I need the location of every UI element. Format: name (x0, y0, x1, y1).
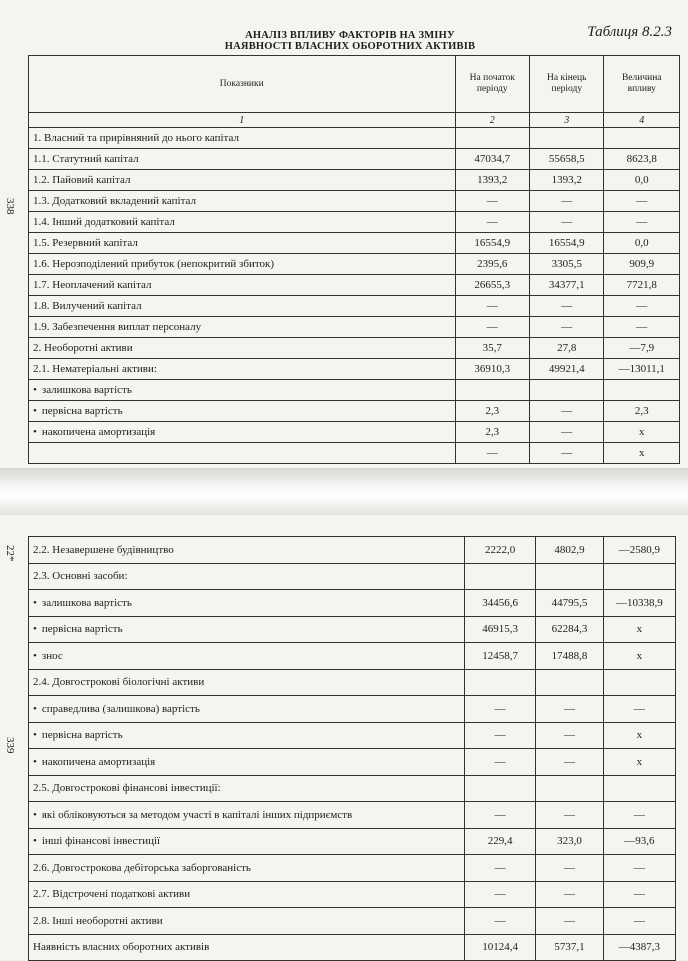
column-number: 4 (604, 113, 680, 128)
value-end: — (530, 317, 604, 338)
value-end (536, 669, 603, 696)
value-end: 4802,9 (536, 537, 603, 564)
column-number: 1 (29, 113, 456, 128)
table-row (29, 908, 676, 935)
value-end: 34377,1 (530, 275, 604, 296)
value-start: — (465, 696, 536, 723)
table-row (29, 422, 680, 443)
value-impact: —93,6 (603, 828, 675, 855)
value-end: 17488,8 (536, 643, 603, 670)
table-row (29, 191, 680, 212)
row-label: 1.8. Вилучений капітал (29, 296, 456, 317)
table-title (200, 30, 500, 52)
table-row (29, 669, 676, 696)
value-start: — (455, 212, 529, 233)
value-start: 229,4 (465, 828, 536, 855)
value-impact: — (604, 296, 680, 317)
title-line-1: АНАЛІЗ ВПЛИВУ ФАКТОРІВ НА ЗМІНУ (245, 30, 455, 41)
table-row (29, 828, 676, 855)
value-start: — (465, 749, 536, 776)
value-end: — (536, 881, 603, 908)
page-gap (0, 468, 688, 515)
value-impact: 2,3 (604, 401, 680, 422)
row-label: 1.3. Додатковий вкладений капітал (29, 191, 456, 212)
value-impact: 0,0 (604, 233, 680, 254)
value-end: — (536, 908, 603, 935)
table-row (29, 212, 680, 233)
value-impact: —13011,1 (604, 359, 680, 380)
table-row (29, 643, 676, 670)
side-signature-mark: 22* (4, 545, 16, 562)
value-start (455, 128, 529, 149)
value-impact: 909,9 (604, 254, 680, 275)
header-end: На кінець періоду (530, 56, 604, 113)
value-start: — (465, 802, 536, 829)
table-row (29, 296, 680, 317)
table-row (29, 359, 680, 380)
bottom-page (0, 515, 688, 960)
row-label: • накопичена амортизація (29, 422, 456, 443)
row-label: 1. Власний та прирівняний до нього капітал (29, 128, 456, 149)
row-label: 2.7. Відстрочені податкові активи (29, 881, 465, 908)
header-row (29, 56, 680, 113)
value-end: — (530, 401, 604, 422)
row-label: • справедлива (залишкова) вартість (29, 696, 465, 723)
value-impact: х (603, 616, 675, 643)
value-start: — (455, 296, 529, 317)
value-impact (604, 128, 680, 149)
value-impact: — (604, 191, 680, 212)
table-row (29, 254, 680, 275)
value-end: 62284,3 (536, 616, 603, 643)
value-start (465, 669, 536, 696)
value-end: — (530, 422, 604, 443)
table-row (29, 537, 676, 564)
row-label: • залишкова вартість (29, 380, 456, 401)
value-end: 44795,5 (536, 590, 603, 617)
table-row (29, 401, 680, 422)
header-impact: Величина впливу (604, 56, 680, 113)
value-start: 2,3 (455, 401, 529, 422)
table-row (29, 802, 676, 829)
column-number: 3 (530, 113, 604, 128)
table-row (29, 855, 676, 882)
value-impact (603, 775, 675, 802)
value-end: — (536, 749, 603, 776)
row-label: • первісна вартість (29, 401, 456, 422)
value-impact: — (604, 212, 680, 233)
row-label: Наявність власних оборотних активів (29, 934, 465, 961)
row-label: 1.2. Пайовий капітал (29, 170, 456, 191)
value-start: 1393,2 (455, 170, 529, 191)
row-label: • знос (29, 643, 465, 670)
table-row (29, 722, 676, 749)
value-start: 12458,7 (465, 643, 536, 670)
value-start: 16554,9 (455, 233, 529, 254)
value-impact: — (604, 317, 680, 338)
value-end: 55658,5 (530, 149, 604, 170)
header-indicators: Показники (29, 56, 456, 113)
row-label: • інші фінансові інвестиції (29, 828, 465, 855)
value-impact: х (603, 749, 675, 776)
value-impact: —7,9 (604, 338, 680, 359)
value-end (530, 380, 604, 401)
row-label: • які обліковуються за методом участі в капіталі інших підприємств (29, 802, 465, 829)
table-row (29, 616, 676, 643)
value-end: — (530, 296, 604, 317)
column-number-row (29, 113, 680, 128)
row-label: 2. Необоротні активи (29, 338, 456, 359)
value-start: — (465, 881, 536, 908)
value-start (455, 380, 529, 401)
side-page-number: 338 (4, 198, 16, 215)
value-impact: —10338,9 (603, 590, 675, 617)
value-start: 10124,4 (465, 934, 536, 961)
value-end: 3305,5 (530, 254, 604, 275)
value-start: — (455, 191, 529, 212)
value-start (465, 563, 536, 590)
value-start: 47034,7 (455, 149, 529, 170)
table-row (29, 380, 680, 401)
row-label: 1.4. Інший додатковий капітал (29, 212, 456, 233)
value-end (536, 563, 603, 590)
value-impact: х (603, 643, 675, 670)
table-row (29, 170, 680, 191)
table-label: Таблиця 8.2.3 (587, 24, 672, 40)
table-row (29, 233, 680, 254)
table-row (29, 934, 676, 961)
value-start: — (465, 722, 536, 749)
table-row (29, 590, 676, 617)
value-impact (603, 563, 675, 590)
row-label: 1.9. Забезпечення виплат персоналу (29, 317, 456, 338)
table-row (29, 443, 680, 464)
row-label: • первісна вартість (29, 616, 465, 643)
row-label: 1.6. Нерозподілений прибуток (непокритий збиток) (29, 254, 456, 275)
value-start: — (465, 908, 536, 935)
value-start: 2395,6 (455, 254, 529, 275)
value-impact (604, 380, 680, 401)
value-end: — (530, 191, 604, 212)
column-number: 2 (455, 113, 529, 128)
title-line-2: НАЯВНОСТІ ВЛАСНИХ ОБОРОТНИХ АКТИВІВ (224, 41, 476, 52)
value-impact: —2580,9 (603, 537, 675, 564)
value-end: — (530, 212, 604, 233)
table-row (29, 338, 680, 359)
value-impact: — (603, 855, 675, 882)
row-label (29, 443, 456, 464)
value-end: 5737,1 (536, 934, 603, 961)
value-start: — (455, 317, 529, 338)
row-label: 2.1. Нематеріальні активи: (29, 359, 456, 380)
value-impact: х (604, 443, 680, 464)
table-row (29, 128, 680, 149)
table-row (29, 275, 680, 296)
value-start: 26655,3 (455, 275, 529, 296)
value-impact: х (603, 722, 675, 749)
table-row (29, 563, 676, 590)
value-end: — (530, 443, 604, 464)
value-end: — (536, 802, 603, 829)
row-label: 1.7. Неоплачений капітал (29, 275, 456, 296)
value-impact (603, 669, 675, 696)
value-impact: — (603, 802, 675, 829)
value-impact: 8623,8 (604, 149, 680, 170)
row-label: • накопичена амортизація (29, 749, 465, 776)
row-label: 1.5. Резервний капітал (29, 233, 456, 254)
top-table-body (29, 128, 680, 464)
value-impact: — (603, 881, 675, 908)
value-impact: 7721,8 (604, 275, 680, 296)
value-end: — (536, 696, 603, 723)
value-impact: — (603, 696, 675, 723)
row-label: • залишкова вартість (29, 590, 465, 617)
table-row (29, 775, 676, 802)
value-end: 27,8 (530, 338, 604, 359)
row-label: 2.2. Незавершене будівництво (29, 537, 465, 564)
table-row (29, 749, 676, 776)
value-start: 2,3 (455, 422, 529, 443)
value-impact: — (603, 908, 675, 935)
value-impact: х (604, 422, 680, 443)
row-label: 1.1. Статутний капітал (29, 149, 456, 170)
value-end (530, 128, 604, 149)
value-start: 35,7 (455, 338, 529, 359)
header-start: На початок періоду (455, 56, 529, 113)
row-label: 2.4. Довгострокові біологічні активи (29, 669, 465, 696)
value-start: 2222,0 (465, 537, 536, 564)
value-start: — (465, 855, 536, 882)
value-end: — (536, 722, 603, 749)
value-start: 46915,3 (465, 616, 536, 643)
value-impact: 0,0 (604, 170, 680, 191)
table-row (29, 149, 680, 170)
row-label: 2.3. Основні засоби: (29, 563, 465, 590)
row-label: 2.8. Інші необоротні активи (29, 908, 465, 935)
value-end: 49921,4 (530, 359, 604, 380)
table-row (29, 696, 676, 723)
value-start: 34456,6 (465, 590, 536, 617)
value-end: — (536, 855, 603, 882)
value-start (465, 775, 536, 802)
row-label: • первісна вартість (29, 722, 465, 749)
value-impact: —4387,3 (603, 934, 675, 961)
row-label: 2.6. Довгострокова дебіторська заборгованість (29, 855, 465, 882)
value-end (536, 775, 603, 802)
row-label: 2.5. Довгострокові фінансові інвестиції: (29, 775, 465, 802)
bottom-table-body (29, 537, 676, 961)
table-row (29, 881, 676, 908)
side-page-number: 339 (4, 737, 16, 754)
value-end: 1393,2 (530, 170, 604, 191)
analysis-table-bottom (28, 536, 676, 961)
value-start: — (455, 443, 529, 464)
analysis-table-top (28, 55, 680, 464)
top-page (0, 0, 688, 468)
value-end: 16554,9 (530, 233, 604, 254)
table-row (29, 317, 680, 338)
value-end: 323,0 (536, 828, 603, 855)
value-start: 36910,3 (455, 359, 529, 380)
